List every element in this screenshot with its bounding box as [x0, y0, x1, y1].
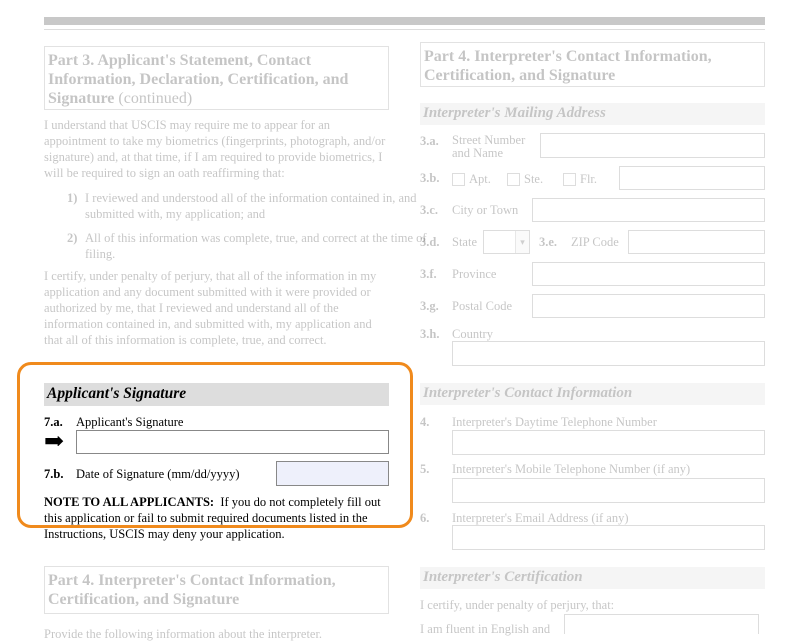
field-5-number: 5. — [420, 462, 430, 476]
part3-header-continued: (continued) — [118, 90, 193, 107]
statement-item-1 — [44, 190, 430, 222]
field-3c-label: City or Town — [452, 203, 519, 217]
field-4-label: Interpreter's Daytime Telephone Number — [452, 415, 657, 429]
apt-label: Apt. — [469, 172, 491, 186]
field-4-number: 4. — [420, 415, 430, 429]
field-3f-label: Province — [452, 267, 497, 281]
biometrics-paragraph: I understand that USCIS may require me to appear for an appointment to take my biometrics (fingerprints, photograph, and/or signature) and, at that time, if I am required to provide biometrics, I will be required to sign an oath reaffirming that: — [44, 118, 386, 180]
unit-number-field[interactable] — [619, 166, 765, 190]
state-select[interactable] — [483, 230, 530, 254]
flr-label: Flr. — [580, 172, 598, 186]
arrow-right-icon: ➡ — [44, 429, 65, 455]
flr-checkbox[interactable] — [563, 173, 576, 186]
ste-label: Ste. — [524, 172, 544, 186]
apt-checkbox-group — [452, 170, 491, 188]
ste-checkbox-group — [507, 170, 543, 188]
note-label: NOTE TO ALL APPLICANTS: — [44, 495, 215, 509]
certification-text: I certify, under penalty of perjury, that: — [420, 598, 615, 612]
field-3g-number: 3.g. — [420, 299, 439, 313]
applicant-signature-section-title: Applicant's Signature — [44, 383, 389, 406]
country-field[interactable] — [452, 341, 765, 366]
city-field[interactable] — [532, 198, 765, 222]
part4-header-right: Part 4. Interpreter's Contact Information, Certification, and Signature — [420, 42, 765, 87]
certification-title: Interpreter's Certification — [420, 567, 765, 589]
statement-item-2-num: 2) — [67, 231, 78, 245]
note-continuation — [44, 526, 390, 542]
flr-checkbox-group — [563, 170, 597, 188]
top-thin-rule — [44, 29, 765, 30]
field-3d-label: State — [452, 235, 477, 249]
province-field[interactable] — [532, 262, 765, 286]
part4-header-left: Part 4. Interpreter's Contact Information, Certification, and Signature — [44, 566, 389, 614]
certify-paragraph: I certify, under penalty of perjury, that all of the information in my application and any document submitted with it were provided or authorized by me, that I reviewed and understand all of the information contained in, and submitted with, my application and that all of this information is complete, true, and correct. — [44, 269, 377, 347]
field-7b-label: Date of Signature (mm/dd/yyyy) — [76, 467, 240, 481]
note-text: If you do not completely fill out this application or fail to submit required documents listed in the Instructions, USCIS may deny your application. — [44, 495, 381, 541]
field-3b-number: 3.b. — [420, 171, 440, 185]
field-3a-number: 3.a. — [420, 134, 439, 148]
field-7a-label: Applicant's Signature — [76, 415, 184, 429]
postal-code-field[interactable] — [532, 294, 765, 318]
field-3h-number: 3.h. — [420, 327, 440, 341]
email-field[interactable] — [452, 525, 765, 550]
field-7a-number: 7.a. — [44, 415, 63, 429]
contact-info-title: Interpreter's Contact Information — [420, 383, 765, 405]
field-3f-number: 3.f. — [420, 267, 437, 281]
field-3g-label: Postal Code — [452, 299, 513, 313]
fluent-text: I am fluent in English and — [420, 622, 551, 636]
apt-checkbox[interactable] — [452, 173, 465, 186]
chevron-down-icon[interactable]: ▾ — [515, 231, 529, 253]
field-3c-number: 3.c. — [420, 203, 439, 217]
field-7b-number: 7.b. — [44, 467, 64, 481]
street-number-field[interactable] — [540, 133, 765, 158]
top-rule — [44, 17, 765, 25]
statement-item-1-text: I reviewed and understood all of the information contained in, and submitted with, my application; and — [85, 191, 417, 221]
field-5-label: Interpreter's Mobile Telephone Number (if any) — [452, 462, 691, 476]
mobile-phone-field[interactable] — [452, 478, 765, 503]
language-field[interactable] — [564, 614, 759, 634]
field-6-number: 6. — [420, 511, 430, 525]
mailing-address-title: Interpreter's Mailing Address — [420, 103, 765, 125]
field-3d-number: 3.d. — [420, 235, 440, 249]
ste-checkbox[interactable] — [507, 173, 520, 186]
zip-code-field[interactable] — [628, 230, 765, 254]
field-3h-label: Country — [452, 327, 493, 341]
interpreter-info-intro: Provide the following information about the interpreter. — [44, 627, 323, 641]
field-3e-number: 3.e. — [539, 235, 558, 249]
field-3a-label: Street Number and Name — [452, 133, 526, 160]
part3-header-title: Part 3. Applicant's Statement, Contact Information, Declaration, Certification, and Signature — [48, 52, 349, 107]
field-6-label: Interpreter's Email Address (if any) — [452, 511, 629, 525]
statement-item-1-num: 1) — [67, 191, 78, 205]
statement-item-2-text: All of this information was complete, true, and correct at the time of filing. — [85, 231, 427, 261]
daytime-phone-field[interactable] — [452, 430, 765, 455]
statement-item-2 — [44, 230, 430, 262]
field-3e-label: ZIP Code — [571, 235, 619, 249]
highlight-outline — [17, 362, 413, 528]
part3-header — [44, 46, 389, 110]
